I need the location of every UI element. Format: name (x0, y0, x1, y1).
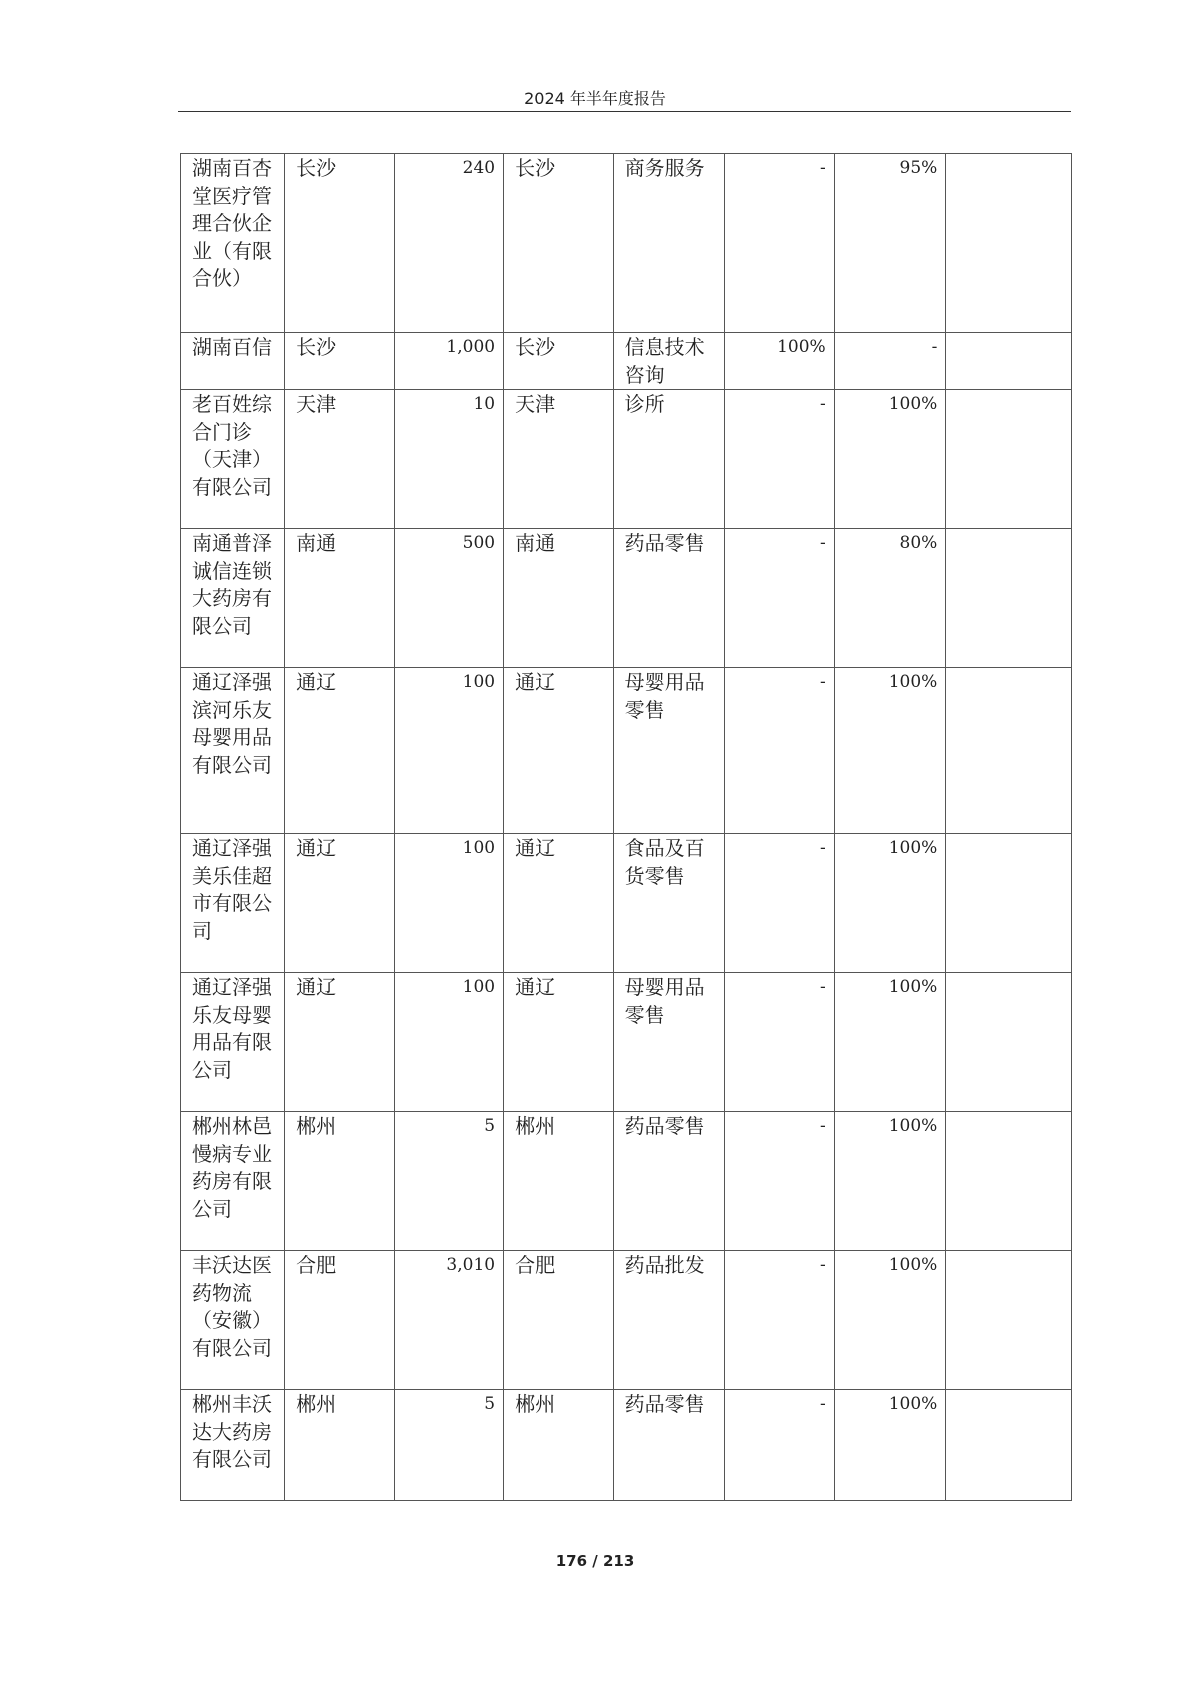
registration-place-cell: 通辽 (504, 834, 613, 973)
table-row (181, 834, 1072, 973)
table-row (181, 973, 1072, 1112)
registration-place-cell: 郴州 (504, 1390, 613, 1501)
direct-share-cell: - (725, 1390, 834, 1501)
company-name-cell: 湖南百信 (181, 333, 285, 390)
table-row (181, 1112, 1072, 1251)
main-operating-place-cell: 长沙 (285, 333, 394, 390)
indirect-share-cell: 100% (834, 973, 946, 1112)
direct-share-cell: - (725, 1112, 834, 1251)
registration-place-cell: 南通 (504, 529, 613, 668)
table-row (181, 1390, 1072, 1501)
acquisition-method-cell (946, 529, 1072, 668)
registration-place-cell: 通辽 (504, 668, 613, 834)
company-name-cell: 老百姓综合门诊（天津）有限公司 (181, 390, 285, 529)
company-name-cell: 郴州林邑慢病专业药房有限公司 (181, 1112, 285, 1251)
business-nature-cell: 食品及百货零售 (613, 834, 725, 973)
main-operating-place-cell: 郴州 (285, 1390, 394, 1501)
table-row (181, 1251, 1072, 1390)
table-row (181, 668, 1072, 834)
header-divider (178, 111, 1071, 112)
registered-capital-cell: 3,010 (394, 1251, 503, 1390)
registered-capital-cell: 5 (394, 1112, 503, 1251)
acquisition-method-cell (946, 1390, 1072, 1501)
indirect-share-cell: 95% (834, 154, 946, 333)
table-row (181, 333, 1072, 390)
company-name-cell: 湖南百杏堂医疗管理合伙企业（有限合伙） (181, 154, 285, 333)
main-operating-place-cell: 通辽 (285, 668, 394, 834)
registered-capital-cell: 100 (394, 668, 503, 834)
business-nature-cell: 商务服务 (613, 154, 725, 333)
registration-place-cell: 长沙 (504, 333, 613, 390)
registration-place-cell: 长沙 (504, 154, 613, 333)
business-nature-cell: 信息技术咨询 (613, 333, 725, 390)
registered-capital-cell: 1,000 (394, 333, 503, 390)
company-name-cell: 通辽泽强滨河乐友母婴用品有限公司 (181, 668, 285, 834)
registered-capital-cell: 500 (394, 529, 503, 668)
registered-capital-cell: 100 (394, 973, 503, 1112)
business-nature-cell: 药品零售 (613, 1390, 725, 1501)
acquisition-method-cell (946, 154, 1072, 333)
acquisition-method-cell (946, 333, 1072, 390)
main-operating-place-cell: 长沙 (285, 154, 394, 333)
registration-place-cell: 通辽 (504, 973, 613, 1112)
registered-capital-cell: 100 (394, 834, 503, 973)
subsidiary-table (180, 153, 1072, 1501)
indirect-share-cell: 100% (834, 1251, 946, 1390)
table-row (181, 390, 1072, 529)
business-nature-cell: 母婴用品零售 (613, 973, 725, 1112)
table-row (181, 154, 1072, 333)
business-nature-cell: 药品零售 (613, 529, 725, 668)
business-nature-cell: 药品零售 (613, 1112, 725, 1251)
indirect-share-cell: - (834, 333, 946, 390)
business-nature-cell: 诊所 (613, 390, 725, 529)
acquisition-method-cell (946, 973, 1072, 1112)
company-name-cell: 郴州丰沃达大药房有限公司 (181, 1390, 285, 1501)
registration-place-cell: 天津 (504, 390, 613, 529)
direct-share-cell: - (725, 529, 834, 668)
main-operating-place-cell: 通辽 (285, 973, 394, 1112)
direct-share-cell: - (725, 1251, 834, 1390)
company-name-cell: 南通普泽诚信连锁大药房有限公司 (181, 529, 285, 668)
indirect-share-cell: 100% (834, 1390, 946, 1501)
direct-share-cell: - (725, 154, 834, 333)
acquisition-method-cell (946, 1251, 1072, 1390)
indirect-share-cell: 100% (834, 390, 946, 529)
business-nature-cell: 母婴用品零售 (613, 668, 725, 834)
indirect-share-cell: 100% (834, 668, 946, 834)
company-name-cell: 通辽泽强乐友母婴用品有限公司 (181, 973, 285, 1112)
direct-share-cell: - (725, 668, 834, 834)
direct-share-cell: - (725, 973, 834, 1112)
acquisition-method-cell (946, 390, 1072, 529)
direct-share-cell: 100% (725, 333, 834, 390)
table-row (181, 529, 1072, 668)
main-operating-place-cell: 通辽 (285, 834, 394, 973)
business-nature-cell: 药品批发 (613, 1251, 725, 1390)
acquisition-method-cell (946, 834, 1072, 973)
registered-capital-cell: 240 (394, 154, 503, 333)
registration-place-cell: 合肥 (504, 1251, 613, 1390)
page-number: 176 / 213 (555, 1552, 635, 1570)
main-operating-place-cell: 合肥 (285, 1251, 394, 1390)
direct-share-cell: - (725, 390, 834, 529)
indirect-share-cell: 80% (834, 529, 946, 668)
registration-place-cell: 郴州 (504, 1112, 613, 1251)
acquisition-method-cell (946, 1112, 1072, 1251)
acquisition-method-cell (946, 668, 1072, 834)
registered-capital-cell: 5 (394, 1390, 503, 1501)
main-operating-place-cell: 天津 (285, 390, 394, 529)
page-header-title: 2024 年半年度报告 (524, 89, 666, 108)
company-name-cell: 丰沃达医药物流（安徽）有限公司 (181, 1251, 285, 1390)
main-operating-place-cell: 南通 (285, 529, 394, 668)
indirect-share-cell: 100% (834, 834, 946, 973)
company-name-cell: 通辽泽强美乐佳超市有限公司 (181, 834, 285, 973)
main-operating-place-cell: 郴州 (285, 1112, 394, 1251)
direct-share-cell: - (725, 834, 834, 973)
indirect-share-cell: 100% (834, 1112, 946, 1251)
registered-capital-cell: 10 (394, 390, 503, 529)
